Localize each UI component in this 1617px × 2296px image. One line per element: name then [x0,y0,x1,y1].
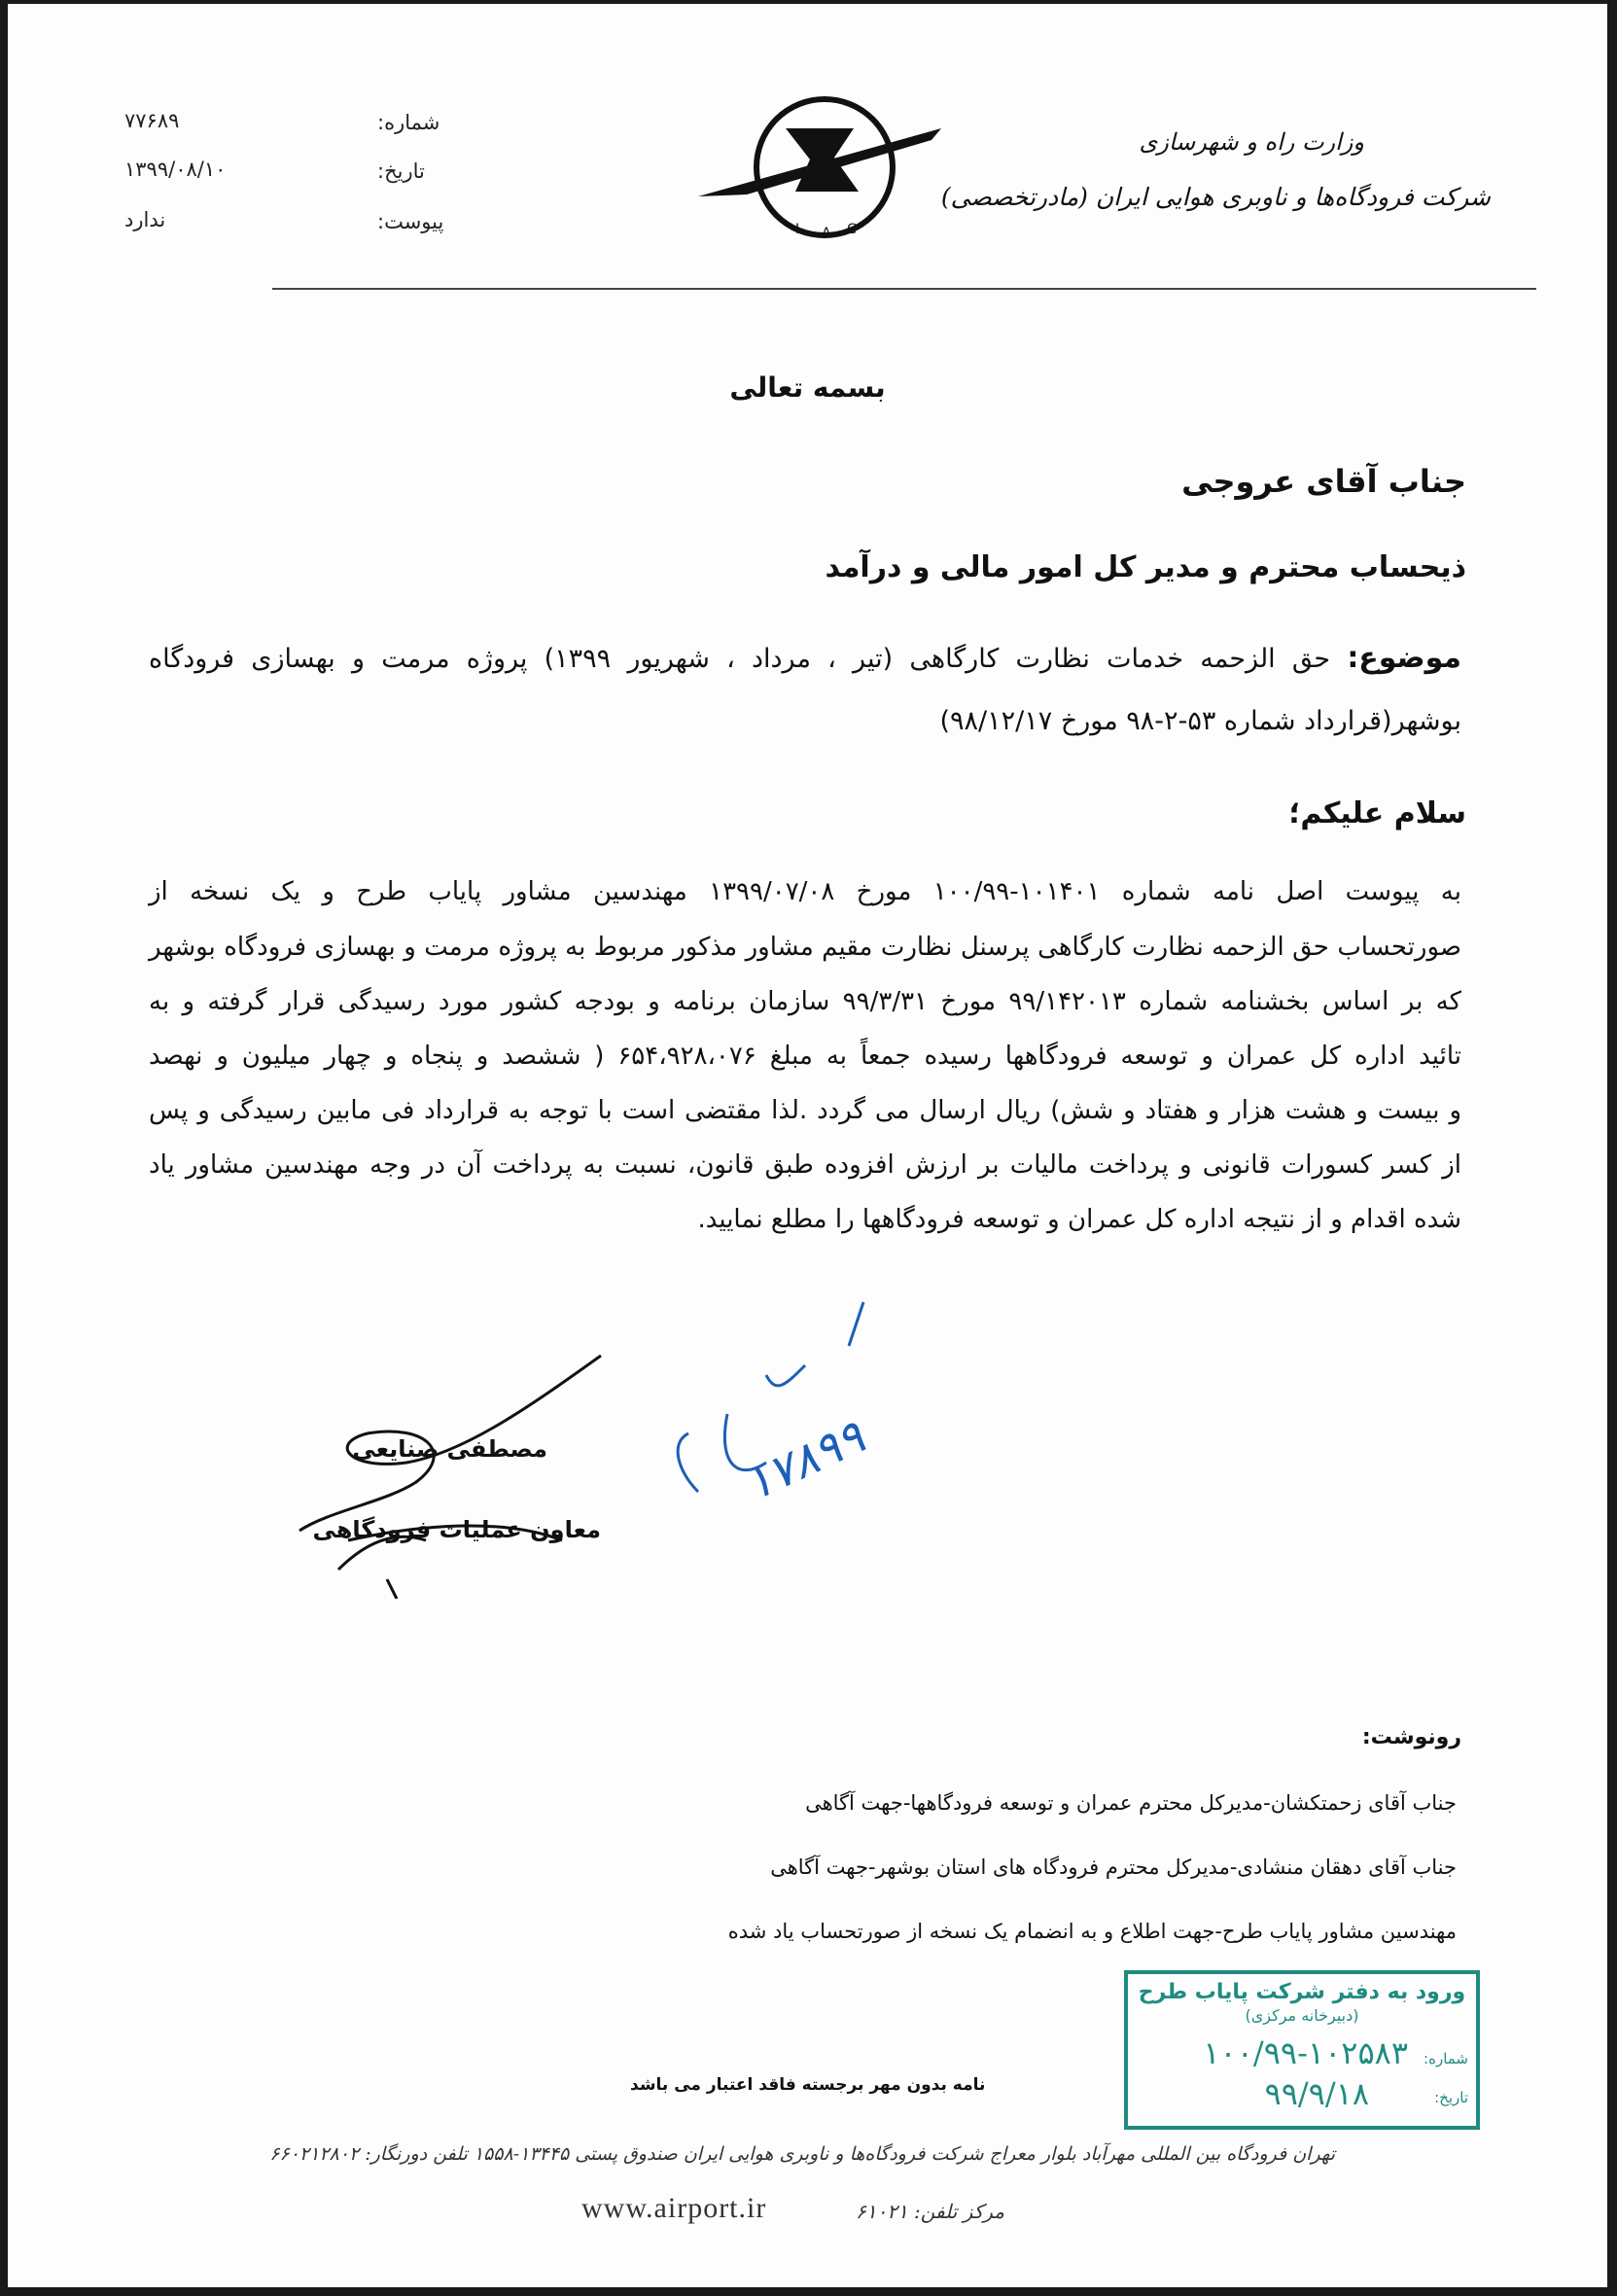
stamp-date-label: تاریخ: [1434,2089,1468,2106]
handwritten-number: ۱۷۸۹۹ [736,1409,873,1512]
cc-item: جناب آقای دهقان منشادی-مدیرکل محترم فرودگاه های استان بوشهر-جهت آگاهی [770,1855,1457,1879]
invocation: بسمه تعالی [729,371,886,404]
body-line: تائید اداره کل عمران و توسعه فرودگاهها رسیده جمعاً به مبلغ ۶۵۴،۹۲۸،۰۷۶ ( ششصد و پنجاه و چهار میلیون و نهصد [149,1042,1461,1071]
signatory-name: مصطفی صنایعی [352,1435,547,1463]
cc-item: مهندسین مشاور پایاب طرح-جهت اطلاع و به انضمام یک نسخه از صورتحساب یاد شده [727,1920,1457,1943]
body-line: از کسر کسورات قانونی و پرداخت مالیات بر ارزش افزوده طبق قانون، نسبت به پرداخت آن در وجه مهندسین مشاور یاد [149,1150,1461,1180]
stamp-number-label: شماره: [1424,2050,1468,2067]
signature-scribble-icon [290,1346,620,1599]
body-line: شده اقدام و از نتیجه اداره کل عمران و توسعه فرودگاهها را مطلع نمایید. [697,1205,1461,1234]
meta-value-number: ۷۷۶۸۹ [124,109,180,132]
subject-label: موضوع: [1347,641,1461,675]
footer-address: تهران فرودگاه بین المللی مهرآباد بلوار معراج شرکت فرودگاه‌ها و ناوبری هوایی ایران صندوق پستی ۱۳۴۴۵-۱۵۵۸ تلفن دورنگار: ۶۶۰۲۱۲۸۰۲ [269,2143,1335,2165]
recipient-title: ذیحساب محترم و مدیر کل امور مالی و درآمد [825,550,1466,584]
meta-value-date: ۱۳۹۹/۰۸/۱۰ [124,158,227,181]
stamp-date-value: ۹۹/۹/۱۸ [1264,2075,1369,2112]
recipient-name: جناب آقای عروجی [1181,463,1466,500]
stamp-number-value: ۱۰۰/۹۹-۱۰۲۵۸۳ [1203,2034,1408,2071]
svg-text:C: C [847,222,857,237]
meta-label-number: شماره: [377,111,440,134]
iac-logo-icon [688,89,961,245]
header-divider [272,288,1536,290]
stamp-title: ورود به دفتر شرکت پایاب طرح [1138,1980,1466,2004]
letter-page [8,4,1607,2287]
cc-label: رونوشت: [1361,1725,1461,1749]
body-line: که بر اساس بخشنامه شماره ۹۹/۱۴۲۰۱۳ مورخ ۹۹/۳/۳۱ سازمان برنامه و بودجه کشور مورد رسیدگی قرار گرفته و به [149,987,1461,1016]
meta-label-date: تاریخ: [377,159,425,183]
svg-text:A: A [822,226,831,241]
company-name: شرکت فرودگاه‌ها و ناوبری هوایی ایران (مادرتخصصی) [940,183,1491,211]
subject-line-2: بوشهر(قرارداد شماره ۵۳-۲-۹۸ مورخ ۹۸/۱۲/۱۷) [939,706,1461,736]
subject-line-1 [149,641,1461,675]
body-line: به پیوست اصل نامه شماره ۱۰۱۴۰۱-۱۰۰/۹۹ مورخ ۱۳۹۹/۰۷/۰۸ مهندسین مشاور پایاب طرح و یک نسخه از [149,877,1461,906]
footer-website-link[interactable]: www.airport.ir [581,2192,767,2224]
ministry-name: وزارت راه و شهرسازی [1139,128,1364,156]
meta-value-attachment: ندارد [124,208,166,231]
cc-item: جناب آقای زحمتکشان-مدیرکل محترم عمران و توسعه فرودگاهها-جهت آگاهی [805,1791,1457,1815]
footer-phone-center: مرکز تلفن: ۶۱۰۲۱ [855,2200,1004,2223]
validity-note: نامه بدون مهر برجسته فاقد اعتبار می باشد [630,2075,986,2095]
body-line: و بیست و هشت هزار و هفتاد و شش) ریال ارسال می گردد .لذا مقتضی است با توجه به قرارداد فی مابین رسیدگی و پس [149,1096,1461,1125]
receipt-stamp [1124,1970,1480,2130]
svg-text:I: I [795,222,800,237]
subject-text: حق الزحمه خدمات نظارت کارگاهی (تیر ، مرداد ، شهریور ۱۳۹۹) پروژه مرمت و بهسازی فرودگاه [149,644,1331,674]
stamp-subtitle: (دبیرخانه مرکزی) [1245,2006,1359,2025]
meta-label-attachment: پیوست: [377,210,444,233]
body-line: صورتحساب حق الزحمه نظارت کارگاهی پرسنل نظارت مقیم مشاور مذکور مربوط به پروژه مرمت و بهسازی فرودگاه بوشهر [149,933,1461,962]
signatory-title: معاون عملیات فرودگاهی [312,1516,601,1543]
greeting: سلام علیکم؛ [1288,796,1466,830]
